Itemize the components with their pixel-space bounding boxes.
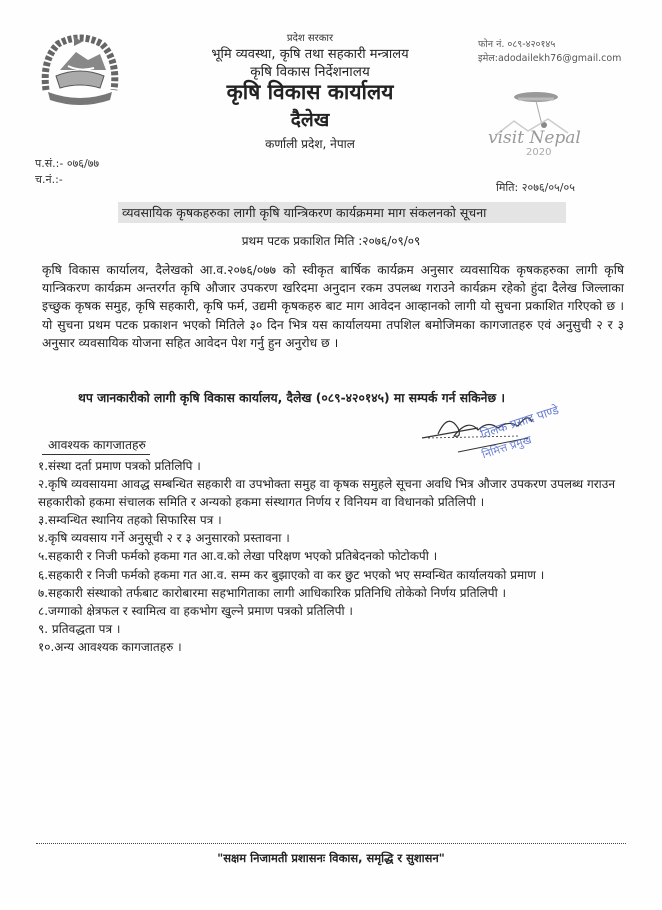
requirements-title: आवश्यक कागजातहरु [42, 436, 150, 455]
requirement-item: ७.सहकारी संस्थाको तर्फबाट कारोबारमा सहभागिताका लागी आधिकारिक प्रतिनिधि तोकेको निर्णय प्रतिलिपी । [38, 585, 507, 600]
notice-subject: व्यवसायिक कृषकहरुका लागी कृषि यान्त्रिकरण कार्यक्रममा माग संकलनको सूचना [118, 202, 566, 223]
phone-number: फोन नं. ०८९-४२०१४५ [478, 39, 556, 50]
contact-info-line: थप जानकारीको लागी कृषि विकास कार्यालय, दैलेख (०८९-४२०१४५) मा सम्पर्क गर्न सकिनेछ । [78, 391, 506, 405]
requirement-item: २.कृषि व्यवसायमा आवद्ध सम्बन्धित सहकारी वा उपभोक्ता समुह वा कृषक समुहले सूचना अवधि भित्र औजार उपकरण उपलब्ध गराउन सहकारीको हकमा संचालक समिति र अन्यको हकमा संस्थागत निर्णय र विनियम वा विधानको प्रतिलिपी । [38, 477, 615, 510]
notice-body: कृषि विकास कार्यालय, दैलेखको आ.व.२०७६/०७७ को स्वीकृत बार्षिक कार्यक्रम अनुसार व्यवसायिक कृषकहरुका लागी कृषि यान्त्रिकरण कार्यक्रम अन्तरर्गत कृषि औजार उपकरण खरिदमा अनुदान रकम उपलब्ध गराउने कार्यक्रम रहेको हुंदा दैलेख जिल्लाका इच्छुक कृषक समुह, कृषि सहकारी, कृषि फर्म, उद्यमी कृषकहरु बाट माग आवेदन आव्हानको लागी यो सुचना प्रकाशित गरिएको छ । यो सुचना प्रथम पटक प्रकाशन भएको मितिले ३० दिन भित्र यस कार्यालयमा तपशिल बमोजिमका कागजातहरु एवं अनुसुची २ र ३ अनुसार व्यवसायिक योजना सहित आवेदन पेश गर्नु हुन अनुरोध छ । [42, 263, 624, 350]
published-date: प्रथम पटक प्रकाशित मिति :२०७६/०९/०९ [241, 234, 421, 248]
requirement-item: ९. प्रतिवद्धता पत्र । [38, 621, 121, 636]
office-name: कृषि विकास कार्यालय [226, 80, 394, 104]
footer-divider [36, 843, 626, 844]
visit-nepal-logo [488, 85, 608, 160]
requirement-item: १०.अन्य आवश्यक कागजातहरु । [38, 639, 182, 654]
requirements-list [38, 457, 628, 656]
stamp-officer-name: तिलक प्रसाद पाण्डे [478, 402, 561, 442]
district-name: दैलेख [290, 109, 330, 131]
footer-motto: "सक्षम निजामती प्रशासनः विकास, समृद्धि र सुशासन" [217, 851, 445, 865]
visit-nepal-year: 2020 [526, 147, 552, 158]
directorate-name: कृषि विकास निर्देशनालय [250, 64, 370, 80]
requirement-item: ५.सहकारी र निजी फर्मको हकमा गत आ.व.को लेखा परिक्षण भएको प्रतिबेदनको फोटोकपी । [38, 549, 438, 564]
stamp-officer-title: निमित्त प्रमुख [480, 433, 534, 462]
email-address[interactable]: इमेल:adodailekh76@gmail.com [478, 53, 622, 64]
letter-date: मिति: २०७६/०५/०५ [496, 181, 575, 194]
letter-reference-number: प.सं.:- ०७६/७७ [35, 157, 100, 170]
ministry-name: भूमि व्यवस्था, कृषि तथा सहकारी मन्त्रालय [211, 47, 409, 62]
government-label: प्रदेश सरकार [286, 33, 334, 44]
requirement-item: ६.सहकारी र निजी फर्मको हकमा गत आ.व. सम्म कर बुझाएको वा कर छुट भएको भए सम्वन्धित कार्यालयको प्रमाण । [38, 567, 545, 582]
requirement-item: ४.कृषि व्यवसाय गर्ने अनुसूची २ र ३ अनुसारको प्रस्तावना । [38, 531, 290, 546]
requirement-item: ८.जग्गाको क्षेत्रफल र स्वामित्व वा हकभोग खुल्ने प्रमाण पत्रको प्रतिलिपी । [38, 603, 353, 618]
dispatch-number: च.नं.:- [35, 173, 63, 186]
requirement-item: ३.सम्वन्धित स्थानिय तहको सिफारिस पत्र । [38, 513, 222, 528]
requirement-item: १.संस्था दर्ता प्रमाण पत्रको प्रतिलिपि । [38, 459, 201, 473]
visit-nepal-text: visit Nepal [488, 128, 581, 148]
province-name: कर्णाली प्रदेश, नेपाल [265, 137, 355, 151]
nepal-emblem-logo [38, 30, 122, 108]
